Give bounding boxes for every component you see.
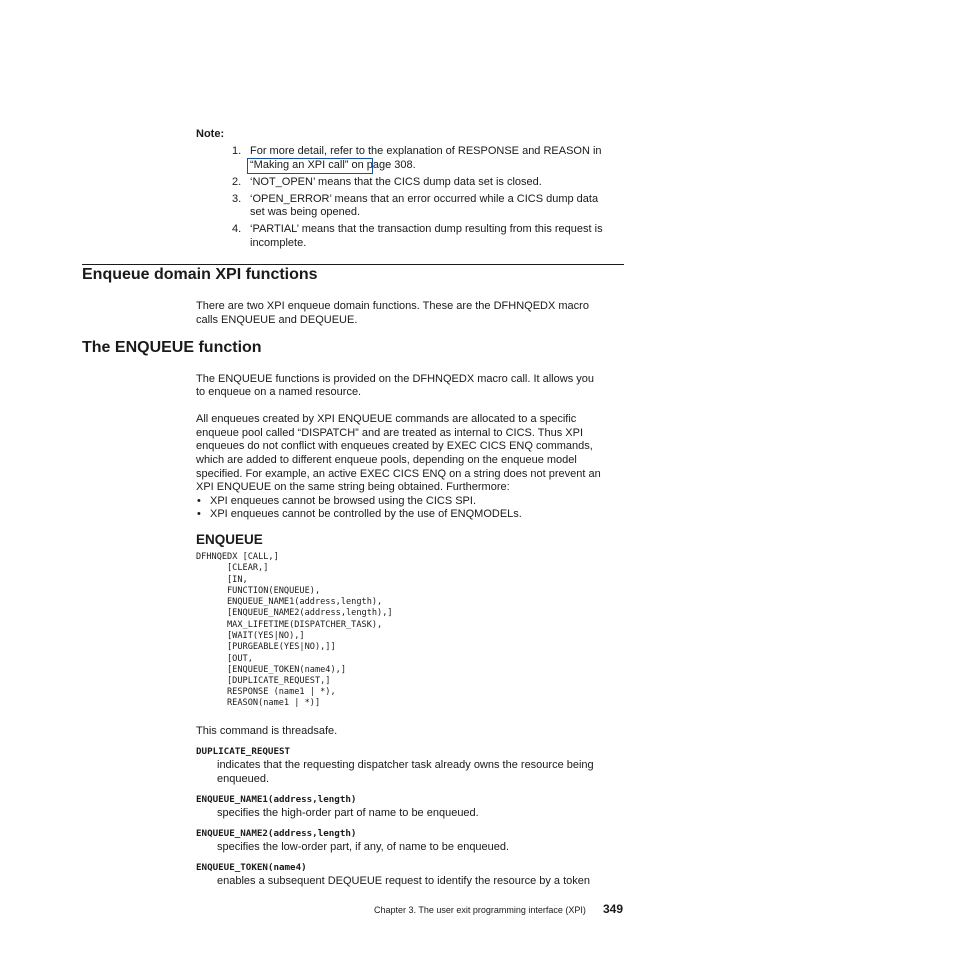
syntax-line: [PURGEABLE(YES|NO),]] bbox=[227, 642, 336, 652]
note-item-text: incomplete. bbox=[250, 237, 307, 249]
note-item-text: ‘OPEN_ERROR’ means that an error occurred while a CICS dump data bbox=[250, 193, 599, 205]
paragraph-line: enqueue pool called “DISPATCH” and are treated as internal to CICS. Thus XPI bbox=[196, 427, 584, 439]
bullet-text: XPI enqueues cannot be browsed using the CICS SPI. bbox=[210, 495, 476, 507]
footer-chapter-title: Chapter 3. The user exit programming interface (XPI) bbox=[374, 905, 586, 915]
syntax-line: [CLEAR,] bbox=[227, 563, 269, 573]
parameter-term: ENQUEUE_NAME1(address,length) bbox=[196, 794, 357, 805]
syntax-line: [ENQUEUE_TOKEN(name4),] bbox=[227, 665, 346, 675]
syntax-line: FUNCTION(ENQUEUE), bbox=[227, 586, 321, 596]
page-number: 349 bbox=[603, 902, 624, 916]
parameter-description: indicates that the requesting dispatcher task already owns the resource being bbox=[217, 759, 594, 771]
syntax-line: [WAIT(YES|NO),] bbox=[227, 631, 305, 641]
parameter-description: enqueued. bbox=[217, 773, 269, 785]
paragraph-line: calls ENQUEUE and DEQUEUE. bbox=[196, 314, 358, 326]
note-item-text: ‘NOT_OPEN’ means that the CICS dump data set is closed. bbox=[250, 176, 542, 188]
cross-reference-text[interactable]: “Making an XPI call” on page 308. bbox=[250, 159, 416, 171]
syntax-line: [DUPLICATE_REQUEST,] bbox=[227, 676, 331, 686]
paragraph-line: specified. For example, an active EXEC CICS ENQ on a string does not prevent an bbox=[196, 468, 601, 480]
note-item-number: 3. bbox=[232, 193, 242, 205]
syntax-line: ENQUEUE_NAME1(address,length), bbox=[227, 597, 383, 607]
section-divider bbox=[82, 264, 624, 265]
note-item-number: 4. bbox=[232, 223, 242, 235]
section-heading-enqueue-function: The ENQUEUE function bbox=[82, 339, 262, 356]
parameter-description: enables a subsequent DEQUEUE request to identify the resource by a token bbox=[217, 875, 590, 887]
note-label: Note: bbox=[196, 128, 225, 140]
syntax-line: [ENQUEUE_NAME2(address,length),] bbox=[227, 608, 393, 618]
paragraph-line: XPI ENQUEUE on the same string being obtained. Furthermore: bbox=[196, 481, 510, 493]
note-item-number: 1. bbox=[232, 145, 242, 157]
parameter-term: ENQUEUE_NAME2(address,length) bbox=[196, 828, 357, 839]
syntax-line: [OUT, bbox=[227, 654, 253, 664]
section-heading-enqueue-domain: Enqueue domain XPI functions bbox=[82, 266, 318, 283]
parameter-description: specifies the low-order part, if any, of name to be enqueued. bbox=[217, 841, 510, 853]
bullet-icon: • bbox=[197, 495, 201, 507]
paragraph-line: There are two XPI enqueue domain functions. These are the DFHNQEDX macro bbox=[196, 300, 589, 312]
bullet-text: XPI enqueues cannot be controlled by the use of ENQMODELs. bbox=[210, 508, 522, 520]
note-item-text: set was being opened. bbox=[250, 206, 361, 218]
parameter-term: ENQUEUE_TOKEN(name4) bbox=[196, 862, 307, 873]
cross-reference-link[interactable] bbox=[250, 159, 625, 173]
paragraph-line: enqueues do not conflict with enqueues created by EXEC CICS ENQ commands, bbox=[196, 440, 593, 452]
subsection-heading-enqueue: ENQUEUE bbox=[196, 532, 263, 547]
paragraph-line: which are added to different enqueue pools, depending on the enqueue model bbox=[196, 454, 577, 466]
paragraph-line: The ENQUEUE functions is provided on the DFHNQEDX macro call. It allows you bbox=[196, 373, 594, 385]
bullet-icon: • bbox=[197, 508, 201, 520]
syntax-line: RESPONSE (name1 | *), bbox=[227, 687, 336, 697]
parameter-description: specifies the high-order part of name to be enqueued. bbox=[217, 807, 479, 819]
threadsafe-note: This command is threadsafe. bbox=[196, 725, 338, 737]
syntax-line: REASON(name1 | *)] bbox=[227, 698, 321, 708]
link-focus-box bbox=[247, 158, 373, 174]
note-item-text: ‘PARTIAL’ means that the transaction dump resulting from this request is bbox=[250, 223, 603, 235]
note-item-text: For more detail, refer to the explanation of RESPONSE and REASON in bbox=[250, 145, 602, 157]
syntax-line: DFHNQEDX [CALL,] bbox=[196, 552, 279, 562]
syntax-line: MAX_LIFETIME(DISPATCHER_TASK), bbox=[227, 620, 383, 630]
paragraph-line: to enqueue on a named resource. bbox=[196, 386, 362, 398]
parameter-term: DUPLICATE_REQUEST bbox=[196, 746, 291, 757]
note-item-number: 2. bbox=[232, 176, 242, 188]
paragraph-line: All enqueues created by XPI ENQUEUE commands are allocated to a specific bbox=[196, 413, 577, 425]
syntax-line: [IN, bbox=[227, 575, 248, 585]
